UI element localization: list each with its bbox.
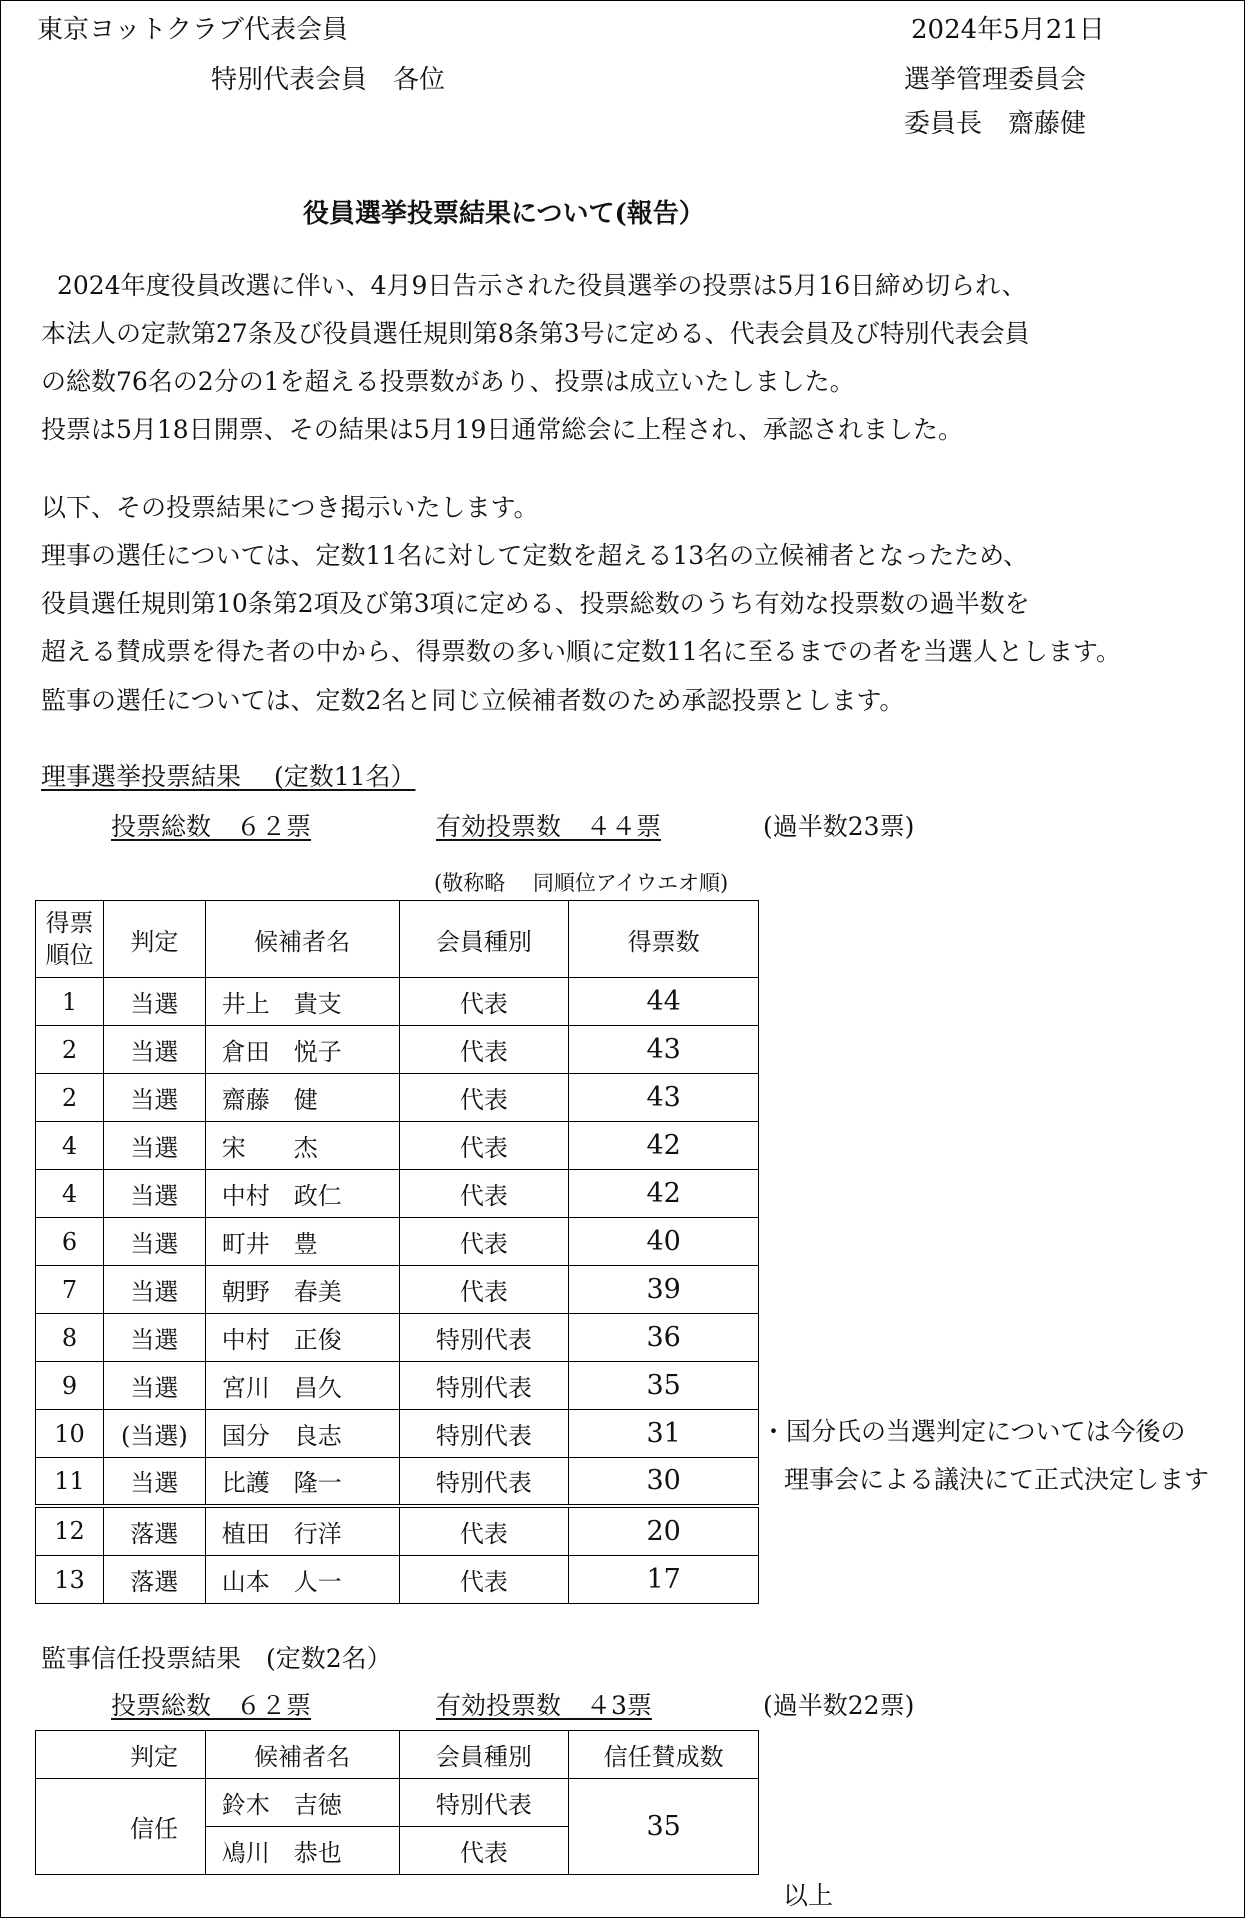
table-row (36, 1314, 759, 1362)
judgement-cell: 当選 (103, 1170, 205, 1218)
paragraph1-line2: 本法人の定款第27条及び役員選任規則第8条第3号に定める、代表会員及び特別代表会員 (41, 319, 1030, 348)
table-header-row (36, 901, 759, 978)
col-header-judgement: 判定 (103, 1731, 205, 1779)
rank-cell: 4 (36, 1170, 104, 1218)
director-valid-votes: 有効投票数 ４４票 (436, 812, 662, 841)
table-header-row (36, 1731, 759, 1779)
col-header-name: 候補者名 (205, 901, 399, 978)
candidate-name-cell: 国分 良志 (205, 1410, 399, 1458)
table-row (36, 1410, 759, 1458)
table-row (36, 1122, 759, 1170)
rank-cell: 12 (36, 1506, 104, 1556)
empty-header-cell (36, 1731, 104, 1779)
paragraph2-line1: 以下、その投票結果につき掲示いたします。 (41, 493, 539, 522)
candidate-name-cell: 鈴木 吉徳 (205, 1779, 399, 1827)
paragraph2-line2: 理事の選任については、定数11名に対して定数を超える13名の立候補者となったため、 (41, 541, 1029, 570)
recipient-line1: 東京ヨットクラブ代表会員 (37, 15, 348, 45)
votes-cell: 36 (569, 1314, 759, 1362)
table-row (36, 1170, 759, 1218)
col-header-member-type: 会員種別 (399, 901, 569, 978)
director-table-note: (敬称略 同順位アイウエオ順) (434, 871, 729, 895)
table-row (36, 1266, 759, 1314)
paragraph2-line3: 役員選任規則第10条第2項及び第3項に定める、投票総数のうち有効な投票数の過半数を (41, 589, 1030, 618)
candidate-name-cell: 宋 杰 (205, 1122, 399, 1170)
document-title: 役員選挙投票結果について(報告） (303, 199, 705, 229)
director-results-table (35, 900, 759, 1604)
table-row (36, 1362, 759, 1410)
judgement-cell: 落選 (103, 1506, 205, 1556)
rank-cell: 2 (36, 1026, 104, 1074)
rank-cell: 13 (36, 1556, 104, 1604)
member-type-cell: 代表 (399, 1122, 569, 1170)
col-header-rank-line1: 得票 (45, 909, 94, 937)
judgement-cell: (当選) (103, 1410, 205, 1458)
votes-cell: 39 (569, 1266, 759, 1314)
rank-cell: 10 (36, 1410, 104, 1458)
judgement-cell: 当選 (103, 1266, 205, 1314)
member-type-cell: 特別代表 (399, 1362, 569, 1410)
votes-cell: 42 (569, 1122, 759, 1170)
judgement-cell: 当選 (103, 1218, 205, 1266)
member-type-cell: 代表 (399, 1170, 569, 1218)
table-row (36, 1074, 759, 1122)
judgement-cell: 当選 (103, 1458, 205, 1506)
col-header-votes: 信任賛成数 (569, 1731, 759, 1779)
rank-cell: 9 (36, 1362, 104, 1410)
candidate-name-cell: 井上 貴支 (205, 978, 399, 1026)
votes-cell: 17 (569, 1556, 759, 1604)
rank-cell: 6 (36, 1218, 104, 1266)
candidate-name-cell: 朝野 春美 (205, 1266, 399, 1314)
candidate-name-cell: 山本 人一 (205, 1556, 399, 1604)
member-type-cell: 特別代表 (399, 1314, 569, 1362)
table-row (36, 1458, 759, 1506)
votes-cell: 20 (569, 1506, 759, 1556)
votes-cell: 44 (569, 978, 759, 1026)
paragraph1-line1: 2024年度役員改選に伴い、4月9日告示された役員選挙の投票は5月16日締め切られ、 (57, 271, 1027, 300)
votes-cell: 31 (569, 1410, 759, 1458)
rank-cell: 1 (36, 978, 104, 1026)
table-row (36, 1556, 759, 1604)
member-type-cell: 代表 (399, 1556, 569, 1604)
col-header-judgement: 判定 (103, 901, 205, 978)
auditor-results-table (35, 1730, 759, 1875)
member-type-cell: 代表 (399, 1218, 569, 1266)
judgement-cell: 信任 (103, 1779, 205, 1875)
candidate-name-cell: 宮川 昌久 (205, 1362, 399, 1410)
table-row (36, 1218, 759, 1266)
rank-cell: 11 (36, 1458, 104, 1506)
paragraph1-line3: の総数76名の2分の1を超える投票数があり、投票は成立いたしました。 (41, 367, 855, 396)
member-type-cell: 代表 (399, 1074, 569, 1122)
member-type-cell: 代表 (399, 1827, 569, 1875)
rank-cell: 7 (36, 1266, 104, 1314)
judgement-cell: 当選 (103, 1314, 205, 1362)
recipient-line2: 特別代表会員 各位 (211, 65, 446, 95)
judgement-cell: 落選 (103, 1556, 205, 1604)
paragraph2-line4: 超える賛成票を得た者の中から、得票数の多い順に定数11名に至るまでの者を当選人とします。 (41, 637, 1121, 666)
judgement-cell: 当選 (103, 1122, 205, 1170)
member-type-cell: 特別代表 (399, 1458, 569, 1506)
votes-cell: 43 (569, 1026, 759, 1074)
judgement-cell: 当選 (103, 978, 205, 1026)
table-row (36, 978, 759, 1026)
col-header-member-type: 会員種別 (399, 1731, 569, 1779)
director-total-votes: 投票総数 ６２票 (111, 812, 312, 841)
candidate-name-cell: 倉田 悦子 (205, 1026, 399, 1074)
empty-cell (36, 1779, 104, 1875)
col-header-rank-line2: 順位 (45, 941, 94, 969)
paragraph1-line4: 投票は5月18日開票、その結果は5月19日通常総会に上程され、承認されました。 (41, 415, 963, 444)
director-section-heading: 理事選挙投票結果 (定数11名） (41, 762, 416, 791)
judgement-cell: 当選 (103, 1362, 205, 1410)
votes-cell: 35 (569, 1779, 759, 1875)
candidate-name-cell: 鳰川 恭也 (205, 1827, 399, 1875)
member-type-cell: 代表 (399, 1266, 569, 1314)
director-majority: (過半数23票) (763, 812, 915, 841)
document-date: 2024年5月21日 (911, 15, 1105, 45)
rank-cell: 4 (36, 1122, 104, 1170)
votes-cell: 35 (569, 1362, 759, 1410)
col-header-name: 候補者名 (205, 1731, 399, 1779)
sender-name: 委員長 齋藤健 (904, 109, 1087, 139)
member-type-cell: 代表 (399, 1026, 569, 1074)
side-note-line1: ・国分氏の当選判定については今後の (761, 1417, 1186, 1446)
candidate-name-cell: 中村 正俊 (205, 1314, 399, 1362)
side-note-line2: 理事会による議決にて正式決定します (784, 1465, 1210, 1494)
member-type-cell: 代表 (399, 1506, 569, 1556)
auditor-valid-votes: 有効投票数 ４3票 (436, 1691, 652, 1720)
judgement-cell: 当選 (103, 1074, 205, 1122)
votes-cell: 42 (569, 1170, 759, 1218)
member-type-cell: 特別代表 (399, 1779, 569, 1827)
votes-cell: 43 (569, 1074, 759, 1122)
table-row (36, 1026, 759, 1074)
sender-org: 選挙管理委員会 (904, 65, 1087, 95)
candidate-name-cell: 齋藤 健 (205, 1074, 399, 1122)
votes-cell: 30 (569, 1458, 759, 1506)
member-type-cell: 代表 (399, 978, 569, 1026)
candidate-name-cell: 比護 隆一 (205, 1458, 399, 1506)
rank-cell: 2 (36, 1074, 104, 1122)
paragraph2-line5: 監事の選任については、定数2名と同じ立候補者数のため承認投票とします。 (41, 686, 905, 715)
auditor-section-heading: 監事信任投票結果 (定数2名） (41, 1644, 392, 1673)
member-type-cell: 特別代表 (399, 1410, 569, 1458)
auditor-total-votes: 投票総数 ６２票 (111, 1691, 312, 1720)
judgement-cell: 当選 (103, 1026, 205, 1074)
rank-cell: 8 (36, 1314, 104, 1362)
auditor-majority: (過半数22票) (763, 1691, 915, 1720)
candidate-name-cell: 町井 豊 (205, 1218, 399, 1266)
votes-cell: 40 (569, 1218, 759, 1266)
closing-text: 以上 (783, 1881, 834, 1910)
table-row (36, 1506, 759, 1556)
candidate-name-cell: 植田 行洋 (205, 1506, 399, 1556)
table-row (36, 1779, 759, 1827)
col-header-rank (36, 901, 104, 978)
col-header-votes: 得票数 (569, 901, 759, 978)
candidate-name-cell: 中村 政仁 (205, 1170, 399, 1218)
